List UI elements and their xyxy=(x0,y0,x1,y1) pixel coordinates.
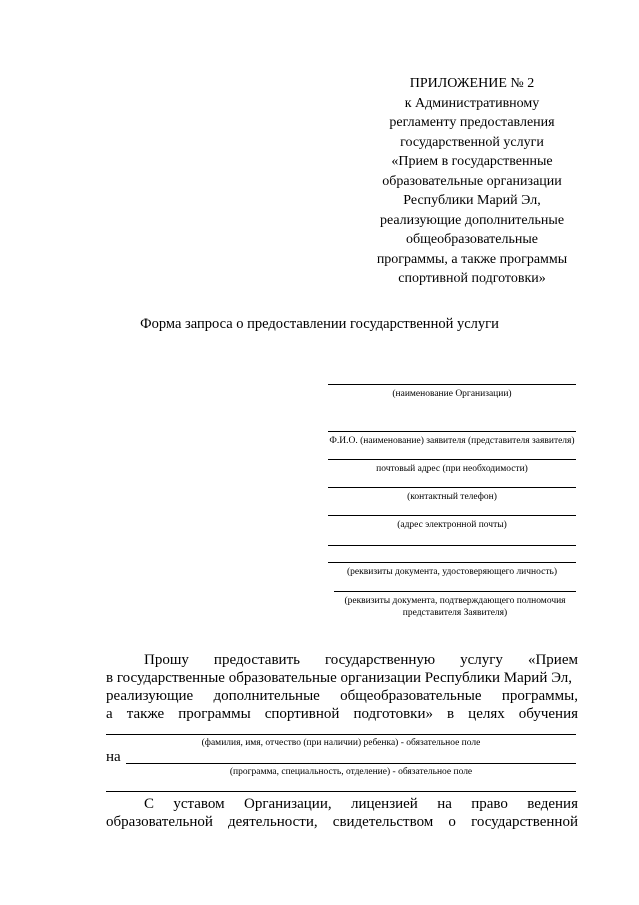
word: «Прием xyxy=(527,652,578,668)
request-line-2 xyxy=(106,669,578,687)
annex-line: спортивной подготовки» xyxy=(398,271,546,286)
word: целях xyxy=(468,706,505,722)
authority-document-field[interactable] xyxy=(334,591,576,619)
word: общеобразовательные xyxy=(340,688,482,704)
word: услугу xyxy=(460,652,503,668)
word: обучения xyxy=(518,706,578,722)
identity-document-field[interactable] xyxy=(328,562,576,578)
word: право xyxy=(471,796,508,812)
fill-line xyxy=(328,431,576,432)
email-field[interactable] xyxy=(328,515,576,531)
annex-line: ПРИЛОЖЕНИЕ № 2 xyxy=(409,76,535,91)
field-caption: (контактный телефон) xyxy=(407,492,497,502)
annex-line: государственной услуги xyxy=(400,134,544,150)
na-word: на xyxy=(106,749,121,765)
field-caption: (реквизиты документа, подтверждающего полномочия представителя Заявителя) xyxy=(344,596,566,618)
fill-line xyxy=(328,384,576,385)
child-name-line[interactable] xyxy=(106,734,576,735)
word: в xyxy=(447,706,455,722)
postal-address-field[interactable] xyxy=(328,459,576,475)
program-line[interactable] xyxy=(126,763,576,764)
word: Прошу xyxy=(144,652,189,668)
organization-name-field[interactable] xyxy=(328,384,576,400)
charter-paragraph xyxy=(106,795,578,831)
word: реализующие xyxy=(106,688,194,704)
request-line-1 xyxy=(106,651,578,669)
form-title: Форма запроса о предоставлении государственной услуги xyxy=(140,316,499,332)
word: о xyxy=(448,814,456,830)
fill-line xyxy=(334,591,576,592)
word: программы xyxy=(178,706,251,722)
word: программы, xyxy=(501,688,578,704)
program-caption: (программа, специальность, отделение) - обязательное поле xyxy=(229,767,473,777)
word: С xyxy=(144,796,155,812)
annex-line: программы, а также программы xyxy=(376,251,568,267)
word: спортивной xyxy=(264,706,340,722)
word: а xyxy=(106,706,113,722)
word: государственную xyxy=(325,652,436,668)
word: также xyxy=(126,706,165,722)
child-name-caption: (фамилия, имя, отчество (при наличии) ребенка) - обязательное поле xyxy=(201,738,481,748)
fill-line xyxy=(328,487,576,488)
extra-fill-line[interactable] xyxy=(106,791,576,792)
applicant-name-field[interactable] xyxy=(328,431,576,447)
annex-line: «Прием в государственные xyxy=(391,154,553,169)
phone-field[interactable] xyxy=(328,487,576,503)
annex-line: к Административному xyxy=(404,95,540,111)
annex-heading xyxy=(356,74,588,289)
word: уставом xyxy=(173,796,225,812)
identity-doc-line[interactable] xyxy=(328,545,576,546)
annex-line: общеобразовательные xyxy=(406,232,538,247)
word: предоставить xyxy=(213,652,300,668)
annex-line: реализующие дополнительные xyxy=(379,212,565,228)
field-caption: (адрес электронной почты) xyxy=(397,520,507,530)
charter-line-2 xyxy=(106,813,578,831)
request-paragraph xyxy=(106,651,578,723)
word: лицензией xyxy=(350,796,418,812)
word: ведения xyxy=(527,796,578,812)
fill-line xyxy=(328,515,576,516)
text-line: в государственные образовательные организации Республики Марий Эл, xyxy=(106,670,573,686)
charter-line-1 xyxy=(106,795,578,813)
word: свидетельством xyxy=(332,814,434,830)
request-line-3 xyxy=(106,687,578,705)
request-line-4 xyxy=(106,705,578,723)
word: на xyxy=(437,796,452,812)
annex-line: регламенту предоставления xyxy=(389,115,555,130)
word: Организации, xyxy=(243,796,332,812)
annex-line: образовательные организации xyxy=(382,173,562,189)
field-caption: Ф.И.О. (наименование) заявителя (представителя заявителя) xyxy=(329,436,575,446)
fill-line xyxy=(328,562,576,563)
word: дополнительные xyxy=(213,688,320,704)
word: образовательной xyxy=(106,814,213,830)
field-caption: почтовый адрес (при необходимости) xyxy=(376,464,528,474)
word: подготовки» xyxy=(353,706,434,722)
word: деятельности, xyxy=(228,814,318,830)
fill-line xyxy=(328,459,576,460)
annex-line: Республики Марий Эл, xyxy=(403,193,541,208)
word: государственной xyxy=(471,814,578,830)
field-caption: (реквизиты документа, удостоверяющего личность) xyxy=(347,567,557,577)
field-caption: (наименование Организации) xyxy=(392,389,512,399)
